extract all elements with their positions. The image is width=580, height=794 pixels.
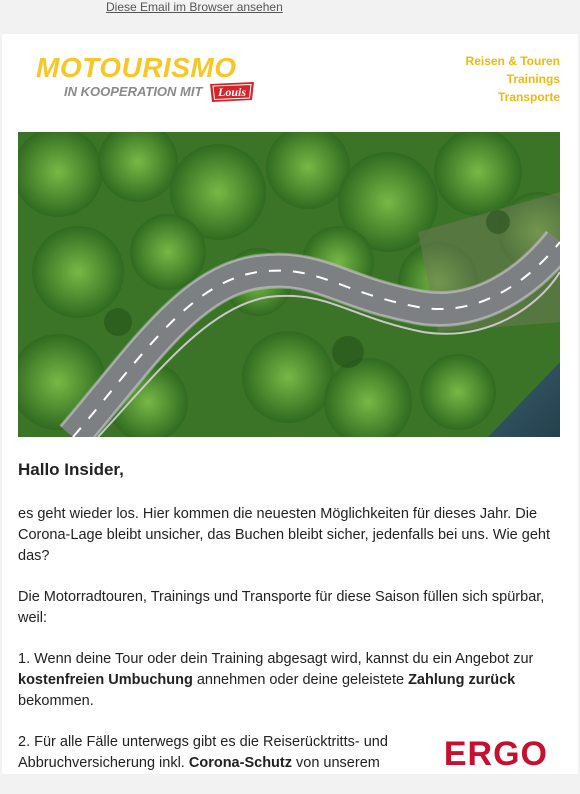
point-one-bold-zahlung: Zahlung zurück (408, 672, 516, 688)
point-two-text-a: 2. Für alle Fälle unterwegs gibt es die Reiserücktritts- und Abbruchversicherung inkl. (18, 734, 388, 771)
view-in-browser-link[interactable]: Diese Email im Browser ansehen (106, 0, 283, 14)
ergo-logo[interactable]: ERGO (443, 735, 548, 773)
louis-logo-text: Louis (217, 85, 247, 99)
nav-trainings[interactable]: Trainings (506, 72, 560, 86)
nav-transporte[interactable]: Transporte (497, 90, 560, 104)
point-one-text-a: 1. Wenn deine Tour oder dein Training abgesagt wird, kannst du ein Angebot zur (18, 651, 534, 667)
point-one-text-c: annehmen oder deine geleistete (192, 672, 409, 688)
motourismo-logo[interactable] (36, 52, 276, 112)
hero-image-road[interactable] (18, 132, 560, 437)
logo-subtitle: IN KOOPERATION MIT (64, 84, 203, 99)
point-two-bold-corona: Corona-Schutz (188, 755, 292, 771)
logo-title: MOTOURISMO (36, 52, 237, 83)
nav-reisen-touren[interactable]: Reisen & Touren (465, 54, 560, 68)
point-two-row (18, 732, 558, 774)
intro-paragraph: es geht wieder los. Hier kommen die neuesten Möglichkeiten für dieses Jahr. Die Corona-Lage bleibt unsicher, das Buchen bleibt sicher, jedenfalls bei uns. Wie geht das? (18, 506, 550, 564)
point-one-bold-umbuchung: kostenfreien Umbuchung (18, 672, 193, 688)
top-bar (0, 0, 580, 34)
email-card (2, 34, 578, 774)
email-content (18, 458, 558, 794)
louis-logo (208, 80, 256, 104)
header-nav (466, 52, 560, 106)
season-paragraph: Die Motorradtouren, Trainings und Transporte für diese Saison füllen sich spürbar, weil: (18, 589, 545, 626)
point-two-text-c: von unserem (291, 755, 380, 771)
greeting-heading: Hallo Insider, (18, 460, 124, 479)
point-two-paragraph (18, 732, 418, 774)
point-one-text-e: bekommen. (18, 693, 94, 709)
aerial-road-illustration (18, 132, 560, 437)
point-one-paragraph (18, 649, 558, 712)
